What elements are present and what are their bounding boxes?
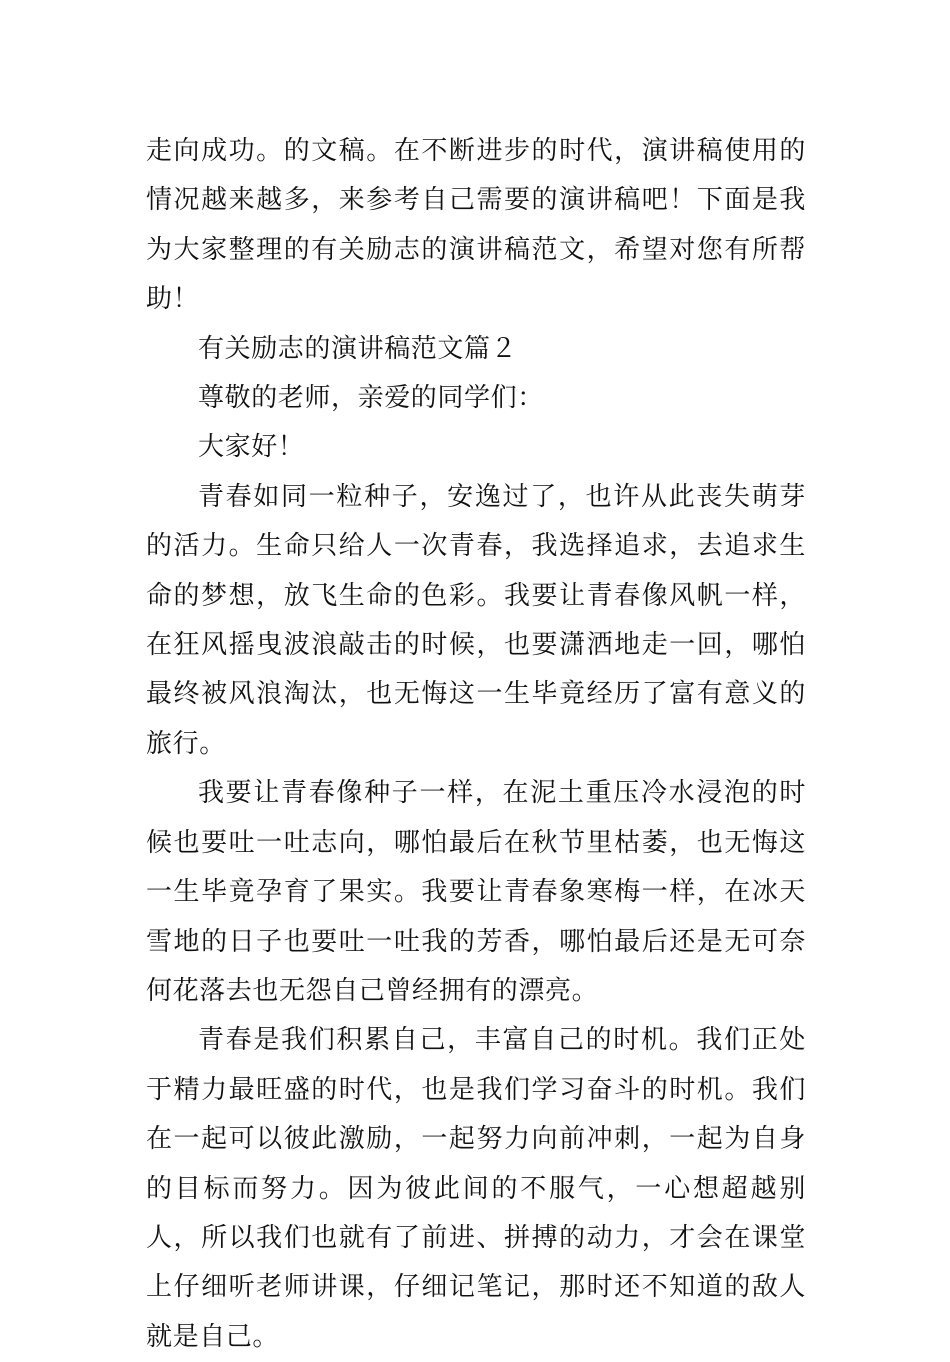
paragraph-youth-opportunity: 青春是我们积累自己，丰富自己的时机。我们正处于精力最旺盛的时代，也是我们学习奋斗的时机。我们在一起可以彼此激励，一起努力向前冲刺，一起为自身的目标而努力。因为彼此间的不服气，一心想超越别人，所以我们也就有了前进、拼搏的动力，才会在课堂上仔细听老师讲课，仔细记笔记，那时还不知道的敌人就是自己。: [146, 1025, 806, 1352]
greeting: 大家好！: [198, 432, 305, 463]
document-body: [146, 127, 806, 1362]
paragraph-intro: 走向成功。的文稿。在不断进步的时代，演讲稿使用的情况越来越多，来参考自己需要的演讲稿吧！下面是我为大家整理的有关励志的演讲稿范文，希望对您有所帮助！: [146, 136, 806, 315]
section-heading: 有关励志的演讲稿范文篇２: [198, 333, 518, 364]
salutation: 尊敬的老师，亲爱的同学们：: [198, 383, 544, 414]
paragraph-youth-seed: 青春如同一粒种子，安逸过了，也许从此丧失萌芽的活力。生命只给人一次青春，我选择追求，去追求生命的梦想，放飞生命的色彩。我要让青春像风帆一样，在狂风摇曳波浪敲击的时候，也要潇洒地走一回，哪怕最终被风浪淘汰，也无悔这一生毕竟经历了富有意义的旅行。: [146, 481, 806, 759]
paragraph-youth-plum: 我要让青春像种子一样，在泥土重压冷水浸泡的时候也要吐一吐志向，哪怕最后在秋节里枯萎，也无悔这一生毕竟孕育了果实。我要让青春象寒梅一样，在冰天雪地的日子也要吐一吐我的芳香，哪怕最后还是无可奈何花落去也无怨自己曾经拥有的漂亮。: [146, 778, 806, 1006]
